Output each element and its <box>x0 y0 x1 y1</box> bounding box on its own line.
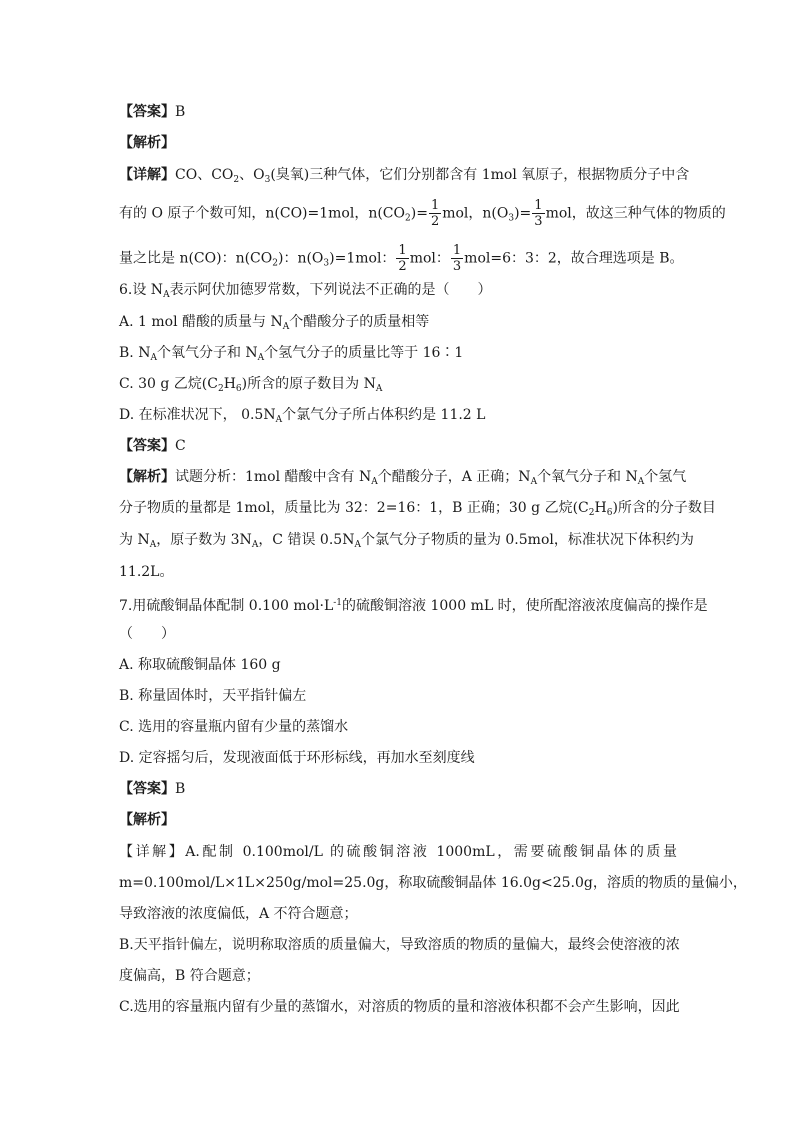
answer-value: B <box>175 781 186 797</box>
analysis-tag: 【解析】 <box>119 469 175 485</box>
q6-option-c: C. 30 g 乙烷$(C_2H_6)$所含的原子数目为 $N_A$ <box>119 376 383 394</box>
q6-option-b: B. $N_A$个氧气分子和 $N_A$个氢气分子的质量比等于 16∶1 <box>119 345 464 363</box>
q7-detail-line-2: m=0.100mol/L×1L×250g/mol=25.0g，称取硫酸铜晶体 16.0g<25.0g，溶质的物质的量偏小， <box>119 875 747 891</box>
q7-stem: 7.用硫酸铜晶体配制 0.100 $mol\cdot L^{-1}$的硫酸铜溶液 1000 mL 时，使所配溶液浓度偏高的操作是 <box>119 598 708 614</box>
q6-stem: 6.设 $N_A$表示阿伏加德罗常数，下列说法不正确的是（ ） <box>119 282 492 300</box>
q6-analysis-line-3: 为 $N_A$，原子数为 $3N_A$，C 错误 $0.5N_A$个氯气分子物质的量为 0.5mol，标准状况下体积约为 <box>119 532 694 550</box>
q7-detail-line-1: 【详解】A.配制 0.100mol/L 的硫酸铜溶液 1000mL，需要硫酸铜晶体的质量 <box>119 844 677 860</box>
fraction-one-half: $\frac{1}{2}$ <box>398 243 407 274</box>
fraction-one-third: $\frac{1}{3}$ <box>534 198 543 229</box>
detail-tag: 【详解】 <box>119 167 175 183</box>
q6-analysis-line-1: 【解析】试题分析：1mol 醋酸中含有 $N_A$个醋酸分子，A 正确；$N_A$个氧气分子和 $N_A$个氢气 <box>119 469 687 487</box>
answer-tag: 【答案】 <box>119 781 175 797</box>
q6-option-a: A. 1 mol 醋酸的质量与 $N_A$个醋酸分子的质量相等 <box>119 314 430 332</box>
q7-stem-paren: （ ） <box>119 626 175 642</box>
q7-option-d: D. 定容摇匀后，发现液面低于环形标线，再加水至刻度线 <box>119 750 475 766</box>
answer-tag: 【答案】 <box>119 438 175 454</box>
q5-answer-line <box>119 102 185 122</box>
q7-answer-line <box>119 779 185 799</box>
q5-analysis-tag: 【解析】 <box>119 135 175 151</box>
q7-option-c: C. 选用的容量瓶内留有少量的蒸馏水 <box>119 719 349 735</box>
q6-answer-line <box>119 436 186 456</box>
q7-detail-line-4: B.天平指针偏左，说明称取溶质的质量偏大，导致溶质的物质的量偏大，最终会使溶液的浓 <box>119 937 680 953</box>
q5-detail-line-1: 【详解】CO、$CO_2$、$O_3$(臭氧)三种气体，它们分别都含有 1mol 氧原子，根据物质分子中含 <box>119 167 690 185</box>
q7-detail-line-6: C.选用的容量瓶内留有少量的蒸馏水，对溶质的物质的量和溶液体积都不会产生影响，因此 <box>119 999 680 1015</box>
answer-tag: 【答案】 <box>119 104 175 120</box>
answer-value: B <box>175 104 186 120</box>
q5-detail-line-3: 量之比是 n(CO)：$n(CO_2)$：$n(O_3)=1mol$： $\frac{1}{2}$ mol： $\frac{1}{3}$ mol=6：3：2，故合理选项是 B。 <box>119 243 684 274</box>
q7-analysis-tag: 【解析】 <box>119 812 175 828</box>
fraction-one-third: $\frac{1}{3}$ <box>452 243 462 274</box>
q6-option-d: D. 在标准状况下， $0.5N_A$个氯气分子所占体积约是 11.2 L <box>119 407 486 425</box>
q7-detail-line-3: 导致溶液的浓度偏低，A 不符合题意； <box>119 906 358 922</box>
fraction-one-half: $\frac{1}{2}$ <box>430 198 440 229</box>
q7-detail-line-5: 度偏高，B 符合题意； <box>119 968 260 984</box>
q6-analysis-line-4: 11.2L。 <box>119 564 174 580</box>
q6-analysis-line-2: 分子物质的量都是 1mol，质量比为 32：2=16：1，B 正确；30 g 乙烷$(C_2H_6)$所含的分子数目 <box>119 500 716 518</box>
q7-option-b: B. 称量固体时，天平指针偏左 <box>119 688 307 704</box>
answer-value: C <box>175 438 186 454</box>
q5-detail-line-2: 有的 O 原子个数可知，n(CO)=1mol，$n(CO_2)=$ $\frac{1}{2}$ mol，$n(O_3)=$ $\frac{1}{3}$ mol，故这三种气体的物质的 <box>119 198 726 229</box>
q7-option-a: A. 称取硫酸铜晶体 160 g <box>119 657 281 673</box>
